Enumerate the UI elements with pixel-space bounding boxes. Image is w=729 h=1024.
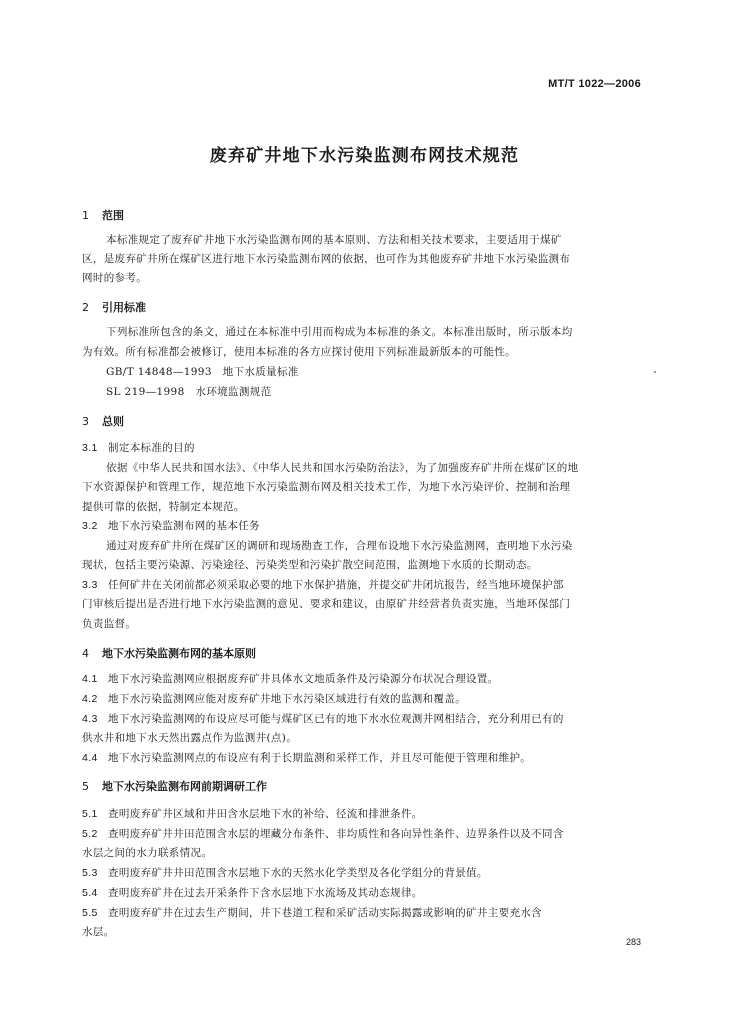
subsection-number: 3.2 [82, 520, 98, 532]
clause-number: 4.3 [82, 713, 98, 725]
section-title: 引用标准 [102, 301, 146, 314]
subsection-title: 地下水污染监测布网的基本任务 [108, 520, 260, 532]
referenced-standard: GB/T 14848—1993 地下水质量标准 [106, 366, 299, 378]
clause-5-4 [82, 885, 423, 900]
page-number: 283 [625, 937, 641, 947]
paragraph-line: 水层之间的水力联系情况。 [82, 847, 213, 859]
clause-number: 4.1 [82, 673, 98, 685]
paragraph-line: 区，是废弃矿井所在煤矿区进行地下水污染监测布网的依据，也可作为其他废弃矿井地下水污染监测布 [82, 253, 571, 265]
paragraph-line: 下列标准所包含的条文，通过在本标准中引用而构成为本标准的条文。本标准出版时，所示版本均 [106, 326, 573, 338]
paragraph-line: 地下水污染监测网应根据废弃矿井具体水文地质条件及污染源分布状况合理设置。 [108, 673, 499, 685]
clause-5-3 [82, 865, 488, 880]
paragraph-line: 负责监督。 [82, 618, 137, 630]
paragraph-line: 供水井和地下水天然出露点作为监测井(点)。 [82, 732, 298, 744]
clause-number: 5.2 [82, 828, 98, 840]
clause-number: 5.4 [82, 887, 98, 899]
subsection-3-3 [82, 577, 564, 592]
subsection-3-1-heading [82, 440, 195, 455]
paragraph-line: 地下水污染监测网应能对废弃矿井地下水污染区域进行有效的监测和覆盖。 [108, 693, 467, 705]
section-number: 4 [82, 647, 89, 660]
section-4-heading [82, 645, 256, 661]
referenced-standard: SL 219—1998 水环境监测规范 [106, 386, 272, 398]
clause-5-1 [82, 806, 423, 821]
section-title: 地下水污染监测布网的基本原则 [102, 647, 256, 660]
section-number: 1 [82, 209, 89, 222]
subsection-number: 3.1 [82, 442, 98, 454]
paragraph-line: 查明废弃矿井井田范围含水层的埋藏分布条件、非均质性和各向异性条件、边界条件以及不同含 [108, 828, 564, 840]
clause-number: 5.5 [82, 907, 98, 919]
paragraph-line: 水层。 [82, 926, 115, 938]
paragraph-line: 现状，包括主要污染源、污染途径、污染类型和污染扩散空间范围，监测地下水质的长期动态。 [82, 559, 538, 571]
clause-4-3 [82, 711, 564, 726]
section-3-heading [82, 413, 124, 429]
paragraph-line: 网时的参考。 [82, 272, 148, 284]
section-number: 5 [82, 780, 89, 793]
paragraph-line: 查明废弃矿井在过去生产期间，井下巷道工程和采矿活动实际揭露或影响的矿井主要充水含 [108, 907, 542, 919]
clause-number: 4.4 [82, 752, 98, 764]
clause-4-1 [82, 671, 499, 686]
paragraph-line: 查明废弃矿井在过去开采条件下含水层地下水流场及其动态规律。 [108, 887, 423, 899]
clause-5-5 [82, 905, 542, 920]
paragraph-line: 地下水污染监测网点的布设应有利于长期监测和采样工作，并且尽可能便于管理和维护。 [108, 752, 532, 764]
paragraph-line: 依据《中华人民共和国水法》、《中华人民共和国水污染防治法》，为了加强废弃矿井所在煤矿区的地 [106, 462, 579, 474]
section-title: 地下水污染监测布网前期调研工作 [102, 780, 267, 793]
section-title: 范围 [102, 209, 124, 222]
clause-5-2 [82, 826, 564, 841]
paragraph-line: 查明废弃矿井区域和井田含水层地下水的补给、径流和排泄条件。 [108, 808, 423, 820]
page-title: 废弃矿井地下水污染监测布网技术规范 [209, 146, 520, 166]
section-2-heading [82, 299, 146, 315]
section-number: 3 [82, 415, 89, 428]
clause-number: 5.1 [82, 808, 98, 820]
paragraph-line: 本标准规定了废弃矿井地下水污染监测布网的基本原则、方法和相关技术要求，主要适用于煤矿 [106, 234, 562, 246]
paragraph-line: 任何矿井在关闭前都必须采取必要的地下水保护措施，并提交矿井闭坑报告，经当地环境保护部 [108, 579, 564, 591]
paragraph-line: 下水资源保护和管理工作，规范地下水污染监测布网及相关技术工作，为地下水污染评价、控制和治理 [82, 481, 571, 493]
scan-speck [654, 371, 656, 373]
paragraph-line: 通过对废弃矿井所在煤矿区的调研和现场勘查工作，合理布设地下水污染监测网，查明地下水污染 [106, 540, 573, 552]
standard-code: MT/T 1022—2006 [548, 78, 641, 90]
clause-number: 5.3 [82, 867, 98, 879]
section-1-heading [82, 207, 124, 223]
section-title: 总则 [102, 415, 124, 428]
section-number: 2 [82, 301, 89, 314]
clause-4-2 [82, 691, 466, 706]
paragraph-line: 为有效。所有标准都会被修订，使用本标准的各方应探讨使用下列标准最新版本的可能性。 [82, 346, 516, 358]
section-5-heading [82, 778, 267, 794]
paragraph-line: 地下水污染监测网的布设应尽可能与煤矿区已有的地下水水位观测井网相结合，充分利用已有的 [108, 713, 564, 725]
paragraph-line: 门审核后提出是否进行地下水污染监测的意见、要求和建议，由原矿井经营者负责实施，当地环保部门 [82, 598, 571, 610]
subsection-title: 制定本标准的目的 [108, 442, 195, 454]
subsection-number: 3.3 [82, 579, 98, 591]
clause-4-4 [82, 750, 531, 765]
paragraph-line: 查明废弃矿井井田范围含水层地下水的天然水化学类型及各化学组分的背景值。 [108, 867, 488, 879]
paragraph-line: 提供可靠的依据，特制定本规范。 [82, 501, 245, 513]
subsection-3-2-heading [82, 518, 260, 533]
clause-number: 4.2 [82, 693, 98, 705]
